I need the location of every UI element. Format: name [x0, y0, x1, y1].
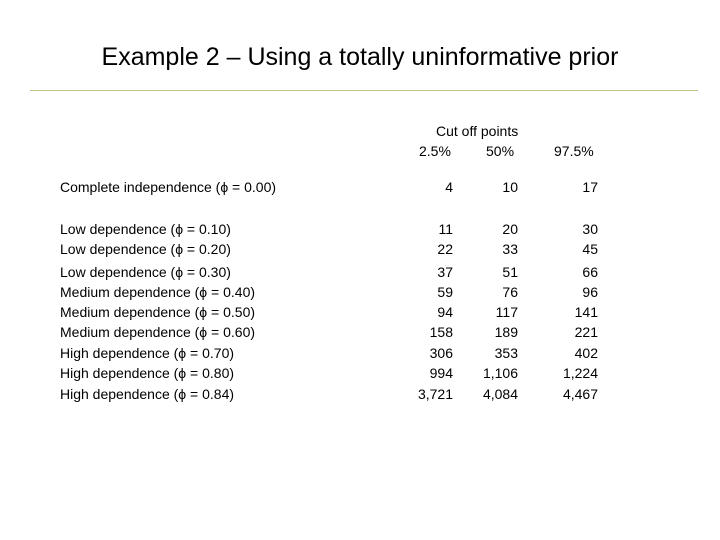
- table-row: [60, 302, 620, 322]
- row-label: Complete independence (ϕ = 0.00): [60, 179, 277, 195]
- row-label: Low dependence (ϕ = 0.20): [60, 241, 231, 257]
- cutoff-points-header: Cut off points: [436, 123, 519, 139]
- slide-title: Example 2 – Using a totally uninformative prior: [101, 43, 619, 71]
- table-row: [60, 219, 620, 239]
- cell-97-5: 45: [582, 241, 598, 257]
- cell-50: 10: [502, 179, 518, 195]
- row-label: Low dependence (ϕ = 0.30): [60, 264, 231, 280]
- table-row: [60, 239, 620, 259]
- cell-50: 353: [494, 345, 518, 361]
- column-header-2-5: 2.5%: [419, 143, 451, 159]
- cell-50: 51: [502, 264, 518, 280]
- column-header-97-5: 97.5%: [554, 143, 594, 159]
- cell-2-5: 37: [437, 264, 453, 280]
- cell-50: 189: [494, 324, 518, 340]
- cell-97-5: 1,224: [562, 365, 598, 381]
- cell-50: 33: [502, 241, 518, 257]
- table-row: [60, 363, 620, 383]
- cell-97-5: 96: [582, 284, 598, 300]
- cell-2-5: 22: [437, 241, 453, 257]
- cell-50: 117: [495, 304, 518, 320]
- row-label: High dependence (ϕ = 0.80): [60, 365, 235, 381]
- cell-97-5: 141: [574, 304, 598, 320]
- row-label: Low dependence (ϕ = 0.10): [60, 221, 231, 237]
- cell-50: 76: [502, 284, 518, 300]
- row-label: Medium dependence (ϕ = 0.60): [60, 324, 256, 340]
- cell-97-5: 221: [574, 324, 598, 340]
- row-label: Medium dependence (ϕ = 0.40): [60, 284, 256, 300]
- cell-2-5: 306: [429, 345, 453, 361]
- table-row: [60, 177, 620, 197]
- cell-2-5: 59: [437, 284, 453, 300]
- cell-97-5: 4,467: [562, 386, 598, 402]
- cell-97-5: 402: [574, 345, 598, 361]
- cell-97-5: 30: [582, 221, 598, 237]
- column-header-50: 50%: [486, 143, 515, 159]
- cell-97-5: 17: [582, 179, 598, 195]
- table-row: [60, 282, 620, 302]
- table-row: [60, 384, 620, 404]
- cell-50: 1,106: [482, 365, 518, 381]
- cell-2-5: 11: [438, 221, 453, 237]
- cell-2-5: 158: [429, 324, 453, 340]
- cell-50: 20: [502, 221, 518, 237]
- table-row: [60, 343, 620, 363]
- table-row: [60, 262, 620, 282]
- cell-2-5: 4: [445, 179, 453, 195]
- title-divider: [30, 90, 698, 91]
- row-label: High dependence (ϕ = 0.84): [60, 386, 235, 402]
- cell-2-5: 94: [437, 304, 453, 320]
- row-label: High dependence (ϕ = 0.70): [60, 345, 235, 361]
- cell-2-5: 994: [429, 365, 453, 381]
- cell-50: 4,084: [482, 386, 518, 402]
- row-label: Medium dependence (ϕ = 0.50): [60, 304, 256, 320]
- cell-2-5: 3,721: [417, 386, 453, 402]
- table-row: [60, 322, 620, 342]
- cell-97-5: 66: [582, 264, 598, 280]
